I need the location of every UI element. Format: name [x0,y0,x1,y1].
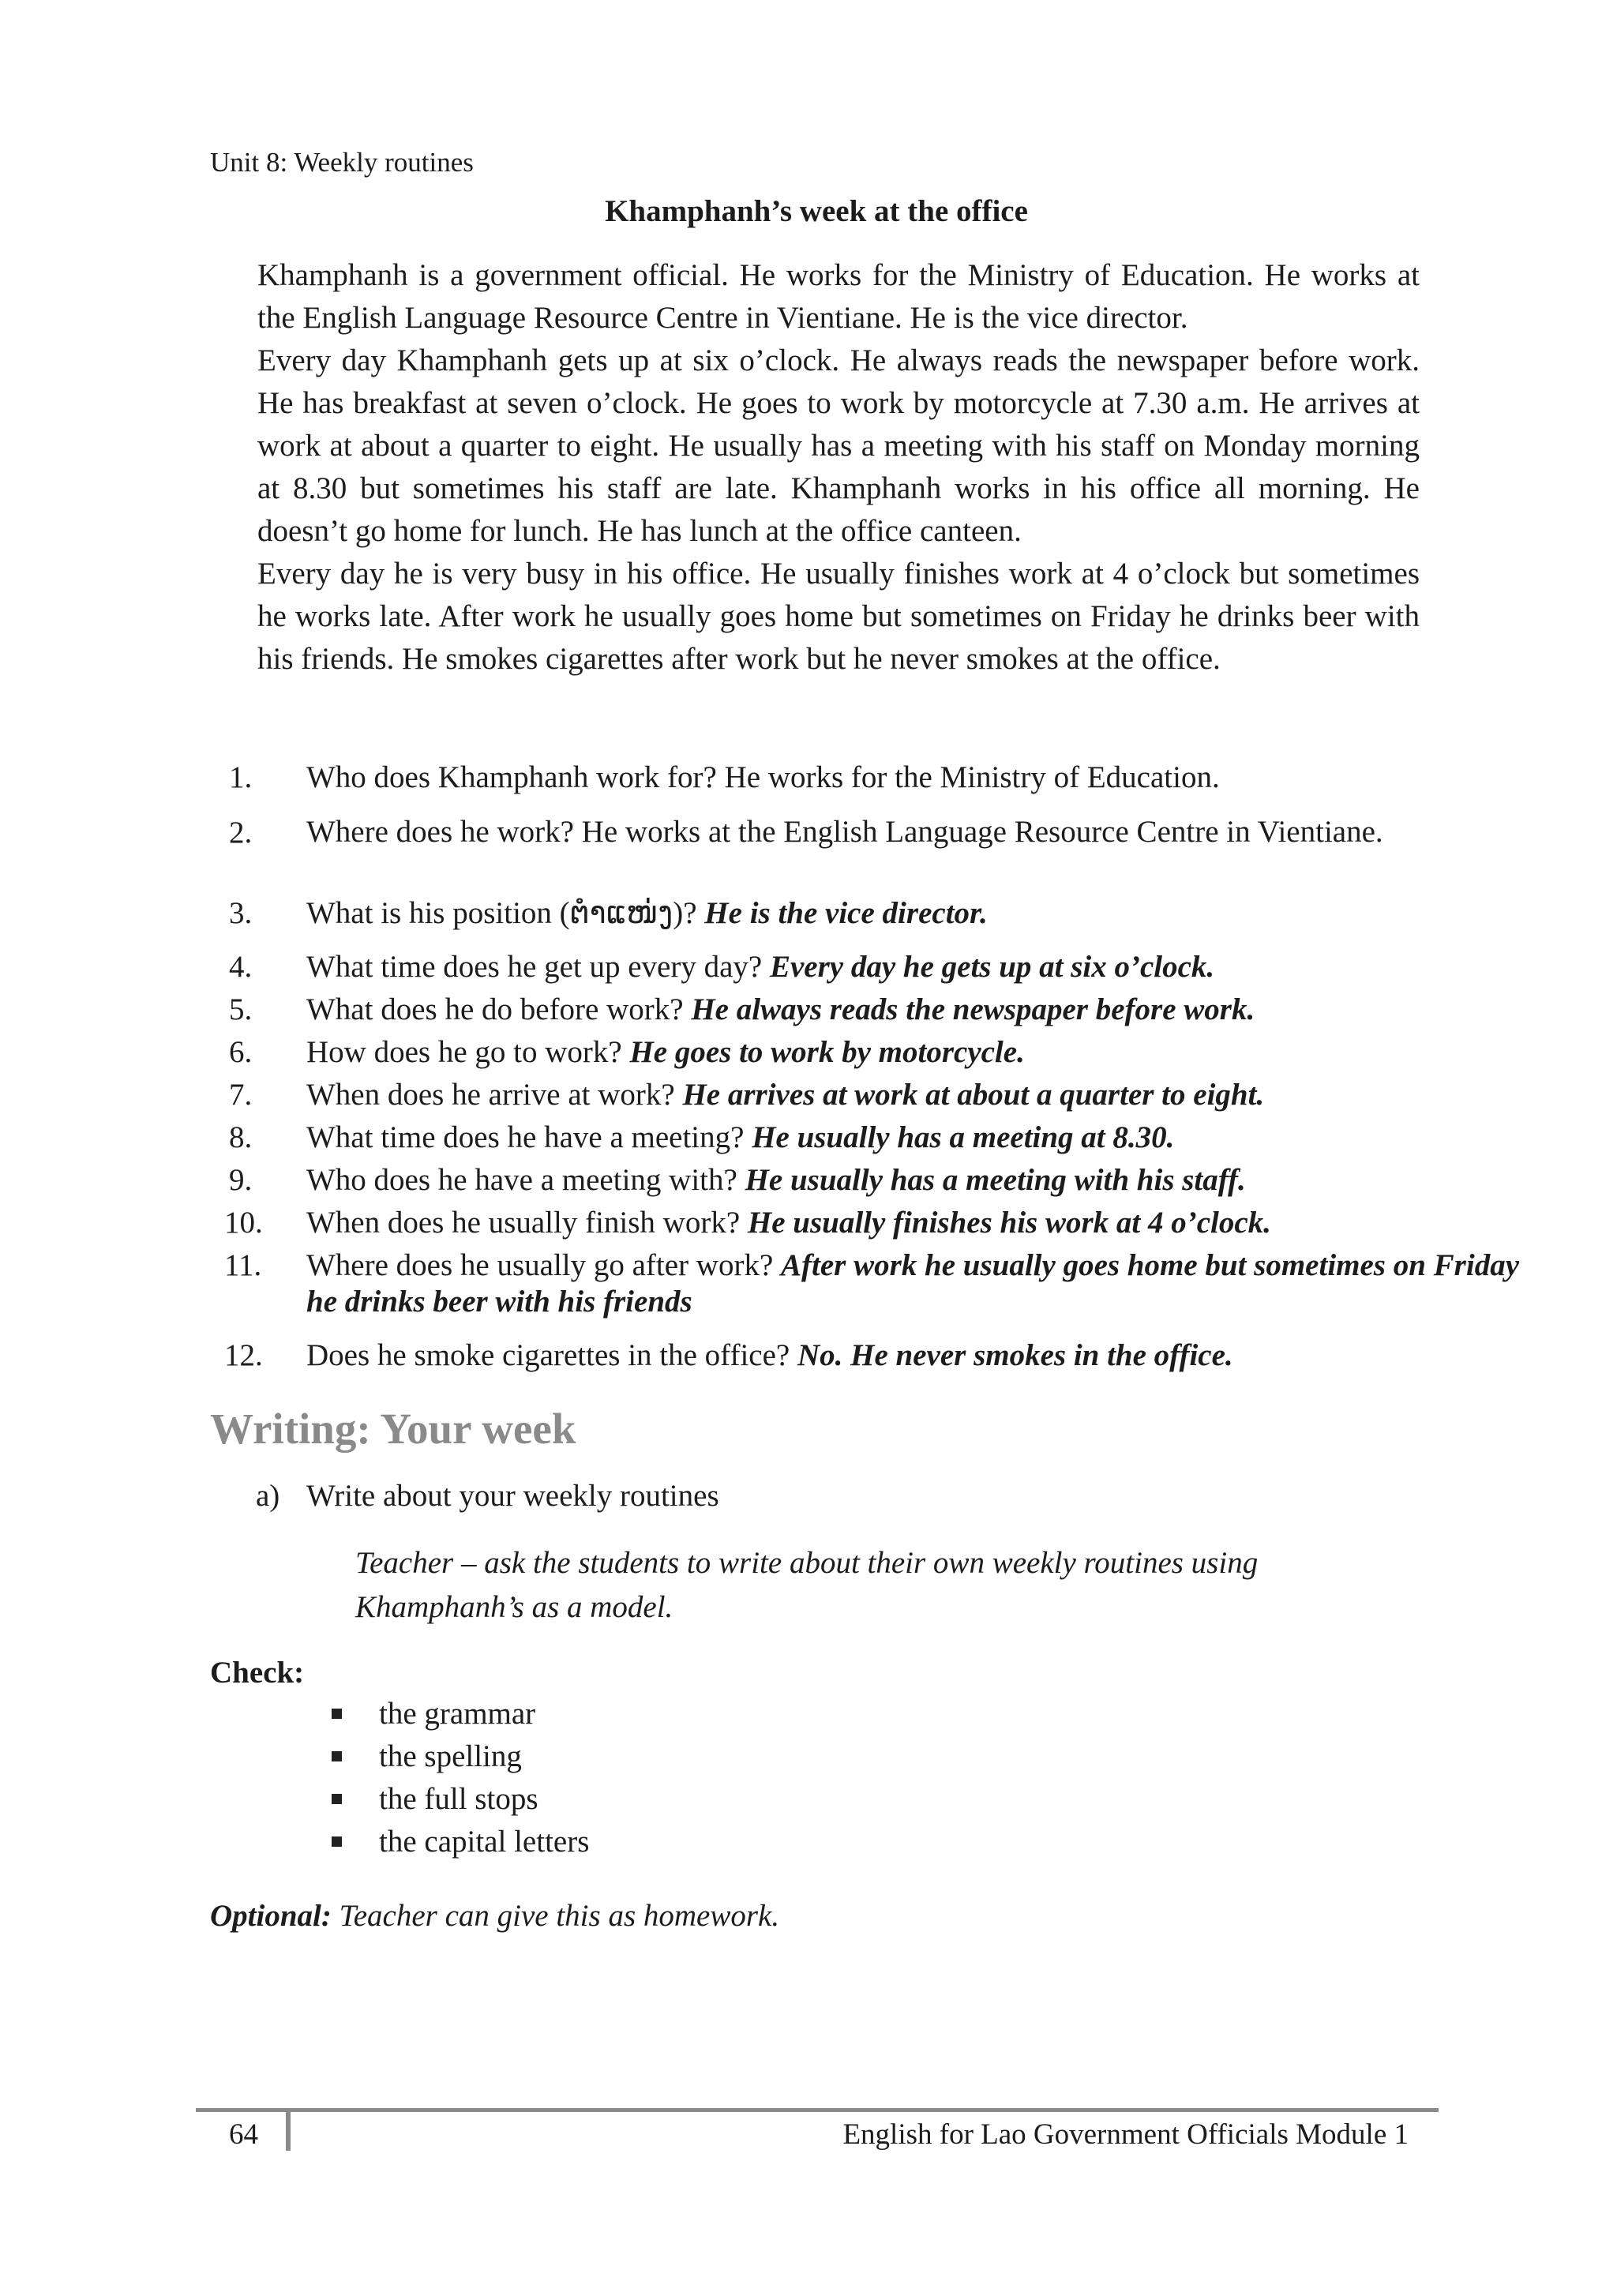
page-number: 64 [229,2118,258,2151]
checklist-item: the spelling [330,1735,589,1778]
task-letter: a) [256,1479,280,1513]
question-number: 10. [224,1206,263,1240]
answer-text: He always reads the newspaper before work. [691,992,1255,1026]
question-number: 1. [229,760,253,794]
question-number: 9. [229,1163,253,1197]
checklist-item: the full stops [330,1778,589,1821]
task-text: Write about your weekly routines [306,1479,719,1513]
question-number: 4. [229,950,253,984]
passage-paragraph-3: Every day he is very busy in his office. He usually finishes work at 4 o’clock but sometimes he works late. After work he usually goes home but sometimes on Friday he drinks beer with his friends. He smokes cigarettes after work but he never smokes at the office. [257,557,1420,676]
bullet-square-icon [332,1836,342,1847]
question-text: How does he go to work? He goes to work by motorcycle. [306,1035,1025,1069]
book-title: English for Lao Government Officials Module 1 [842,2118,1409,2151]
reading-title: Khamphanh’s week at the office [605,194,1028,228]
answer-text: No. He never smokes in the office. [797,1338,1233,1372]
checklist-item: the grammar [330,1693,589,1735]
question-text: When does he usually finish work? He usually finishes his work at 4 o’clock. [306,1206,1271,1240]
question-text: Who does Khamphanh work for? He works for the Ministry of Education. [306,760,1220,794]
question-text: Does he smoke cigarettes in the office? No. He never smokes in the office. [306,1338,1233,1372]
question-text: What time does he get up every day? Every day he gets up at six o’clock. [306,950,1215,984]
answer-text: He is the vice director. [704,896,988,930]
answer-text: He goes to work by motorcycle. [629,1035,1025,1069]
question-text: What is his position (ຕຳແໜ່ງ)? He is the vice director. [306,896,988,930]
question-number: 8. [229,1120,253,1154]
optional-text: Teacher can give this as homework. [331,1899,780,1933]
answer-text: Every day he gets up at six o’clock. [769,950,1215,984]
footer-rule [196,2108,1439,2112]
optional-note [210,1898,779,1934]
answer-text: He arrives at work at about a quarter to eight. [682,1078,1265,1112]
question-number: 5. [229,992,253,1026]
writing-heading: Writing: Your week [210,1405,576,1453]
question-number: 11. [224,1248,262,1282]
answer-text: After work he usually goes home but sometimes on Friday he drinks beer with his friends [306,1248,1520,1319]
question-number: 7. [229,1078,253,1112]
passage-paragraph-2: Every day Khamphanh gets up at six o’clock. He always reads the newspaper before work. He has breakfast at seven o’clock. He goes to work by motorcycle at 7.30 a.m. He arrives at work at about a quarter to eight. He usually has a meeting with his staff on Monday morning at 8.30 but sometimes his staff are late. Khamphanh works in his office all morning. He doesn’t go home for lunch. He has lunch at the office canteen. [257,343,1420,548]
question-text: What does he do before work? He always reads the newspaper before work. [306,992,1255,1026]
bullet-square-icon [332,1794,342,1804]
question-text: What time does he have a meeting? He usually has a meeting at 8.30. [306,1120,1175,1154]
answer-text: He usually has a meeting at 8.30. [752,1120,1175,1154]
question-number: 6. [229,1035,253,1069]
teacher-note: Teacher – ask the students to write about their own weekly routines using Khamphanh’s as a model. [355,1546,1259,1624]
bullet-square-icon [332,1751,342,1761]
answer-text: He usually finishes his work at 4 o’clock. [747,1206,1271,1240]
optional-label: Optional: [210,1899,332,1933]
question-number: 2. [229,816,253,850]
question-text: Where does he work? He works at the English Language Resource Centre in Vientiane. [306,815,1383,849]
checklist [330,1693,589,1863]
passage-paragraph-1: Khamphanh is a government official. He works for the Ministry of Education. He works at the English Language Resource Centre in Vientiane. He is the vice director. [257,258,1420,335]
question-number: 12. [224,1338,263,1372]
bullet-square-icon [332,1709,342,1719]
question-text: When does he arrive at work? He arrives at work at about a quarter to eight. [306,1078,1265,1112]
check-label: Check: [210,1656,305,1690]
unit-label: Unit 8: Weekly routines [210,147,474,178]
checklist-item: the capital letters [330,1821,589,1863]
answer-text: He usually has a meeting with his staff. [745,1163,1246,1197]
question-number: 3. [229,896,253,930]
question-text: Where does he usually go after work? After work he usually goes home but sometimes on Friday he drinks beer with his friends [306,1248,1520,1319]
footer-divider [286,2110,291,2151]
question-text: Who does he have a meeting with? He usually has a meeting with his staff. [306,1163,1246,1197]
